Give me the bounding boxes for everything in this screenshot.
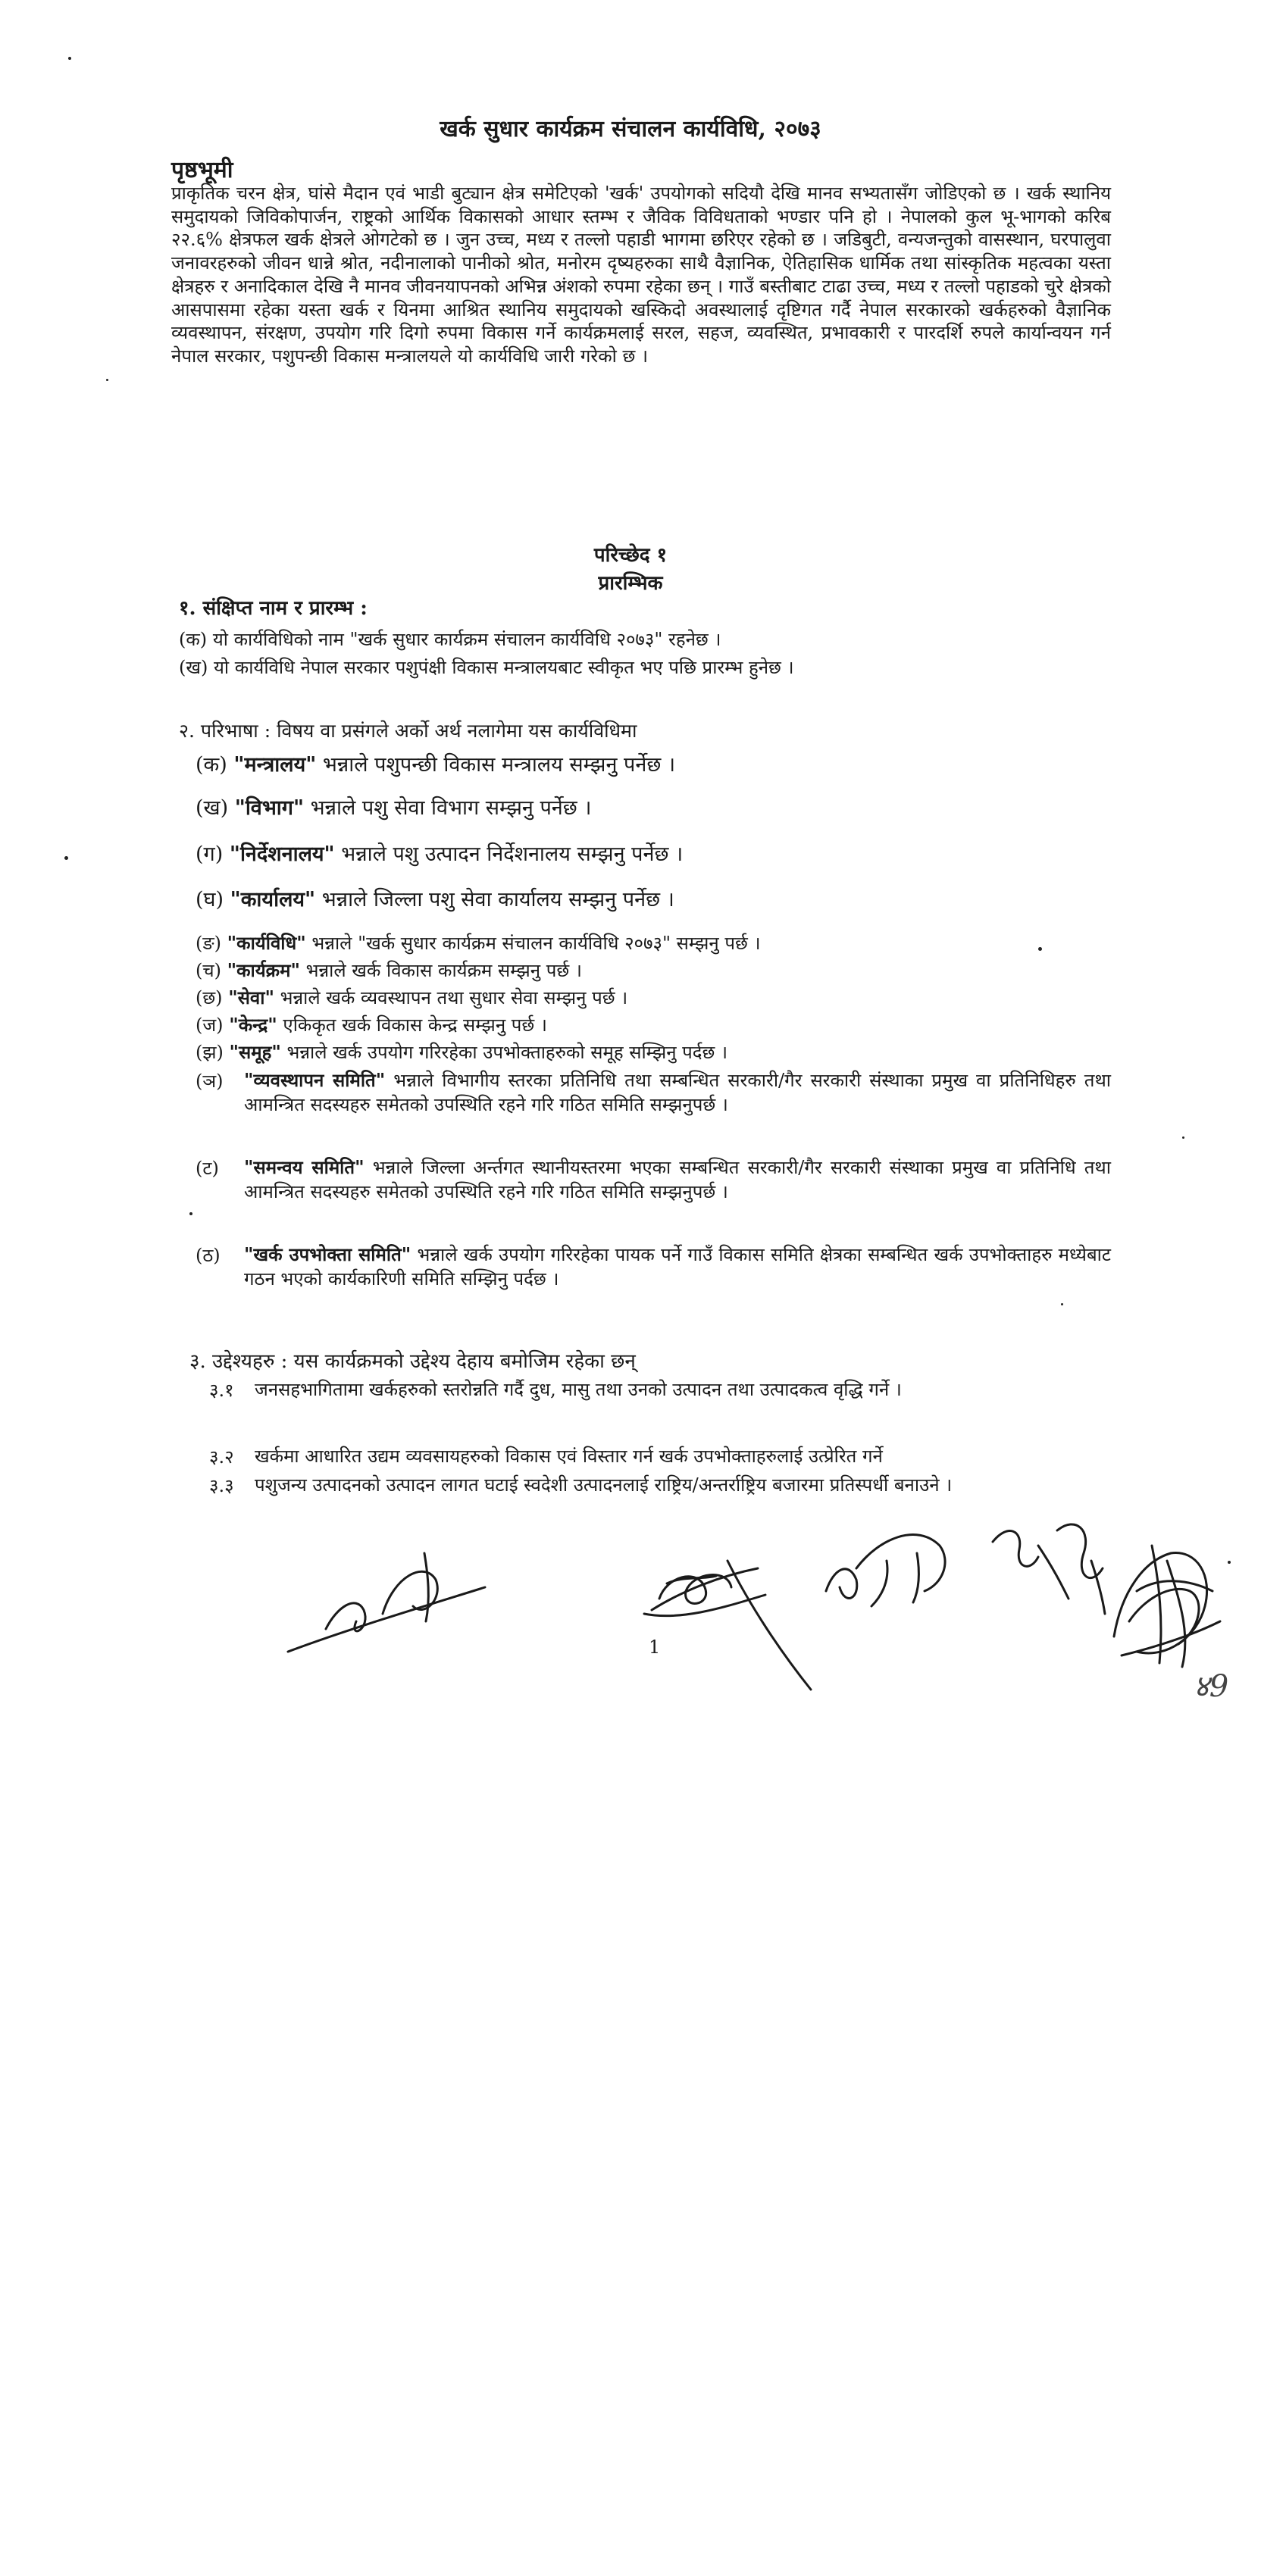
objective-label: ३.३ [209, 1475, 234, 1496]
section-2-heading: २. परिभाषा : विषय वा प्रसंगले अर्को अर्थ नलागेमा यस कार्यविधिमा [179, 720, 637, 742]
item-label: (ज) [196, 1014, 224, 1036]
definition-label: (ट) [196, 1158, 219, 1179]
objective-text: जनसहभागितामा खर्कहरुको स्तरोन्नति गर्दै दुध, मासु तथा उनको उत्पादन तथा उत्पादकत्व वृद्धि गर्ने । [255, 1379, 902, 1400]
scan-speck [1038, 947, 1042, 951]
definition-label: (ठ) [196, 1245, 221, 1266]
item-label: (ङ) [196, 933, 222, 954]
signature-2 [644, 1561, 811, 1690]
scan-speck [68, 57, 71, 60]
definition-term: "कार्यक्रम" [227, 959, 300, 981]
definition-text: भन्नाले विभागीय स्तरका प्रतिनिधि तथा सम्बन्धित सरकारी/गैर सरकारी संस्थाका प्रमुख वा प्रतिनिधिहरु तथा आमन्त्रित सदस्यहरु समेतको उपस्थिति रहने गरि गठित समिति सम्झनुपर्छ । [244, 1070, 1111, 1115]
item-label: (ख) [196, 796, 229, 820]
background-paragraph: प्राकृतिक चरन क्षेत्र, घांसे मैदान एवं भाडी बुट्यान क्षेत्र समेटिएको 'खर्क' उपयोगको सदियौ देखि मानव सभ्यतासँग जोडिएको छ । खर्क स्थानिय समुदायको जिविकोपार्जन, राष्ट्रको आर्थिक विकासको आधार स्तम्भ र जैविक विविधताको भण्डार पनि हो । नेपालको कुल भू-भागको करिब २२.६% क्षेत्रफल खर्क क्षेत्रले ओगटेको छ । जुन उच्च, मध्य र तल्लो पहाडी भागमा छरिएर रहेको छ । जडिबुटी, वन्यजन्तुको वासस्थान, घरपालुवा जनावरहरुको जीवन धान्ने श्रोत, नदीनालाको पानीको श्रोत, मनोरम दृष्यहरुका साथै वैज्ञानिक, ऐतिहासिक धार्मिक तथा सांस्कृतिक महत्वका यस्ता क्षेत्रहरु र अनादिकाल देखि नै मानव जीवनयापनको अभिन्न अंशको रुपमा रहेका छन् । गाउँ बस्तीबाट टाढा उच्च, मध्य र तल्लो पहाडको चुरे क्षेत्रको आसपासमा रहेका यस्ता खर्क र यिनमा आश्रित स्थानिय समुदायको खस्किदो अवस्थालाई दृष्टिगत गर्दै नेपाल सरकारको खर्कहरुको वैज्ञानिक व्यवस्थापन, संरक्षण, उपयोग गरि दिगो रुपमा विकास गर्ने कार्यक्रमलाई सरल, सहज, व्यवस्थित, प्रभावकारी र पारदर्शि रुपले कार्यान्वयन गर्न नेपाल सरकार, पशुपन्छी विकास मन्त्रालयले यो कार्यविधि जारी गरेको छ । [171, 183, 1111, 367]
definition-term: "निर्देशनालय" [229, 843, 335, 866]
definition-text: भन्नाले खर्क उपयोग गरिरहेका उपभोक्ताहरुको समूह सम्झिनु पर्दछ । [280, 1042, 728, 1063]
scan-speck [1228, 1561, 1231, 1564]
item-text: यो कार्यविधिको नाम "खर्क सुधार कार्यक्रम संचालन कार्यविधि २०७३" रहनेछ । [212, 629, 721, 650]
objective-text: पशुजन्य उत्पादनको उत्पादन लागत घटाई स्वदेशी उत्पादनलाई राष्ट्रिय/अन्तर्राष्ट्रिय बजारमा प्रतिस्पर्धी बनाउने । [255, 1474, 953, 1496]
background-heading: पृष्ठभूमी [171, 157, 233, 183]
section-1-heading: १. संक्षिप्त नाम र प्रारम्भ : [179, 597, 368, 620]
page-number: 1 [649, 1637, 661, 1658]
item-label: (ग) [196, 843, 224, 866]
definition-text: भन्नाले जिल्ला अर्न्तगत स्थानीयस्तरमा भएका सम्बन्धित सरकारी/गैर सरकारी संस्थाका प्रमुख वा प्रतिनिधि तथा आमन्त्रित सदस्यहरु समेतको उपस्थिति रहने गरि गठित समिति सम्झनुपर्छ । [244, 1157, 1111, 1202]
item-label: (ख) [179, 657, 208, 678]
scan-speck [106, 379, 108, 381]
definition-text: भन्नाले खर्क उपयोग गरिरहेका पायक पर्ने गाउँ विकास समिति क्षेत्रका सम्बन्धित खर्क उपभोक्ताहरु मध्येबाट गठन भएको कार्यकारिणी समिति सम्झिनु पर्दछ । [244, 1244, 1111, 1290]
definition-text: भन्नाले पशुपन्छी विकास मन्त्रालय सम्झनु पर्नेछ । [316, 753, 676, 777]
definition-text: भन्नाले जिल्ला पशु सेवा कार्यालय सम्झनु पर्नेछ । [315, 888, 674, 911]
definition-term: "समूह" [229, 1041, 281, 1063]
objective-label: ३.१ [209, 1380, 234, 1401]
signature-1 [288, 1553, 485, 1652]
item-label: (क) [196, 753, 227, 777]
scan-speck [64, 856, 68, 860]
chapter-title: प्रारम्भिक [598, 572, 663, 595]
item-text: यो कार्यविधि नेपाल सरकार पशुपंक्षी विकास मन्त्रालयबाट स्वीकृत भए पछि प्रारम्भ हुनेछ । [214, 657, 794, 678]
definition-text: भन्नाले "खर्क सुधार कार्यक्रम संचालन कार्यविधि २०७३" सम्झनु पर्छ । [305, 933, 761, 954]
definition-text: भन्नाले खर्क विकास कार्यक्रम सम्झनु पर्छ । [299, 960, 582, 981]
definition-text: एकिकृत खर्क विकास केन्द्र सम्झनु पर्छ । [277, 1014, 547, 1036]
definition-term: "कार्यविधि" [227, 932, 306, 954]
document-title: खर्क सुधार कार्यक्रम संचालन कार्यविधि, २०७३ [440, 116, 821, 142]
item-label: (च) [196, 960, 221, 981]
chapter-number: परिच्छेद १ [593, 544, 668, 567]
definition-text: भन्नाले पशु उत्पादन निर्देशनालय सम्झनु पर्नेछ । [334, 843, 684, 866]
definition-term: "केन्द्र" [229, 1014, 277, 1036]
objective-text: खर्कमा आधारित उद्यम व्यवसायहरुको विकास एवं विस्तार गर्न खर्क उपभोक्ताहरुलाई उत्प्रेरित गर्ने [255, 1446, 883, 1467]
definition-term: "खर्क उपभोक्ता समिति" [244, 1243, 411, 1265]
definition-term: "विभाग" [234, 796, 305, 820]
definition-text: भन्नाले पशु सेवा विभाग सम्झनु पर्नेछ । [304, 796, 592, 820]
scan-speck [1182, 1136, 1184, 1139]
item-label: (झ) [196, 1042, 224, 1063]
scan-speck [1061, 1303, 1063, 1305]
definition-term: "समन्वय समिति" [244, 1156, 365, 1178]
definition-label: (ञ) [196, 1071, 224, 1092]
item-label: (छ) [196, 987, 223, 1008]
signature-4 [993, 1524, 1105, 1614]
definition-text: भन्नाले खर्क व्यवस्थापन तथा सुधार सेवा सम्झनु पर्छ । [274, 987, 628, 1008]
objective-label: ३.२ [209, 1446, 234, 1468]
handwritten-folio-number: ४9 [1194, 1669, 1229, 1704]
item-label: (क) [179, 629, 208, 650]
signature-3 [826, 1535, 945, 1606]
definition-term: "मन्त्रालय" [233, 753, 317, 777]
definition-term: "व्यवस्थापन समिति" [244, 1069, 386, 1091]
definition-term: "सेवा" [228, 986, 274, 1008]
signature-5 [1114, 1546, 1220, 1667]
scan-speck [189, 1212, 192, 1215]
item-label: (घ) [196, 888, 224, 911]
definition-term: "कार्यालय" [230, 888, 316, 911]
section-3-heading: ३. उद्देश्यहरु : यस कार्यक्रमको उद्देश्य देहाय बमोजिम रहेका छन् [189, 1350, 636, 1373]
